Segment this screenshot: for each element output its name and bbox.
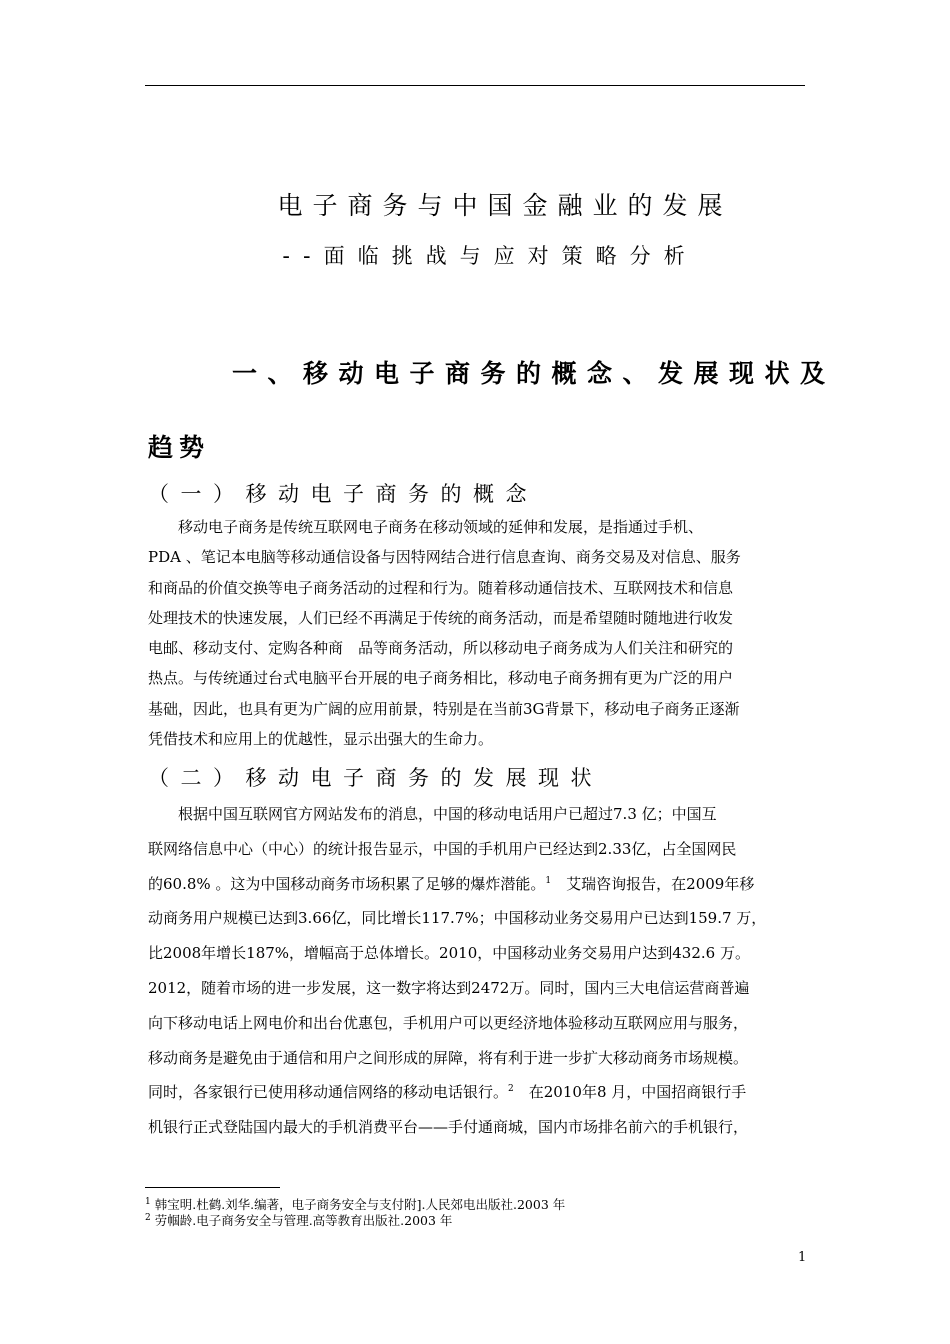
paragraph-line: 和商品的价值交换等电子商务活动的过程和行为。随着移动通信技术、互联网技术和信息 (148, 578, 734, 597)
line-text: 同时，各家银行已使用移动通信网络的移动电话银行。 (148, 1083, 509, 1102)
paragraph-line (148, 1075, 766, 1110)
footnote-ref-1[interactable]: 1 (545, 875, 552, 886)
paragraph-line: 电邮、移动支付、定购各种商 品等商务活动，所以移动电子商务成为人们关注和研究的 (148, 639, 734, 658)
line-text-tail: 在2010年8 月，中国招商银行手 (528, 1083, 747, 1102)
footnote-mark: 1 (145, 1196, 151, 1207)
paragraph-line: 2012，随着市场的进一步发展，这一数字将达到2472万。同时，国内三大电信运营商普遍 (148, 978, 750, 997)
section2-heading: （二）移动电子商务的发展现状 (148, 766, 603, 790)
footnote-mark: 2 (145, 1212, 151, 1223)
paragraph-line: 根据中国互联网官方网站发布的消息，中国的移动电话用户已超过7.3 亿；中国互 (148, 805, 717, 823)
line-text-tail: 艾瑞咨询报告，在2009年移 (566, 874, 755, 893)
paragraph-line: 移动电子商务是传统互联网电子商务在移动领域的延伸和发展，是指通过手机、 (148, 518, 704, 536)
paragraph-line: 热点。与传统通过台式电脑平台开展的电子商务相比，移动电子商务拥有更为广泛的用户 (148, 669, 734, 688)
document-title: 电子商务与中国金融业的发展 (277, 191, 733, 220)
document-subtitle: --面临挑战与应对策略分析 (282, 244, 698, 268)
paragraph-line: 移动商务是避免由于通信和用户之间形成的屏障，将有利于进一步扩大移动商务市场规模。 (148, 1048, 749, 1067)
page-number: 1 (798, 1250, 807, 1265)
line-text: 的60.8% 。这为中国移动商务市场积累了足够的爆炸潜能。 (148, 874, 546, 893)
footnote-text: 劳帼龄.电子商务安全与管理.高等教育出版社.2003 年 (154, 1213, 453, 1228)
paragraph-line: 动商务用户规模已达到3.66亿，同比增长117.7%；中国移动业务交易用户已达到159.7 万， (148, 909, 767, 928)
paragraph-line: 机银行正式登陆国内最大的手机消费平台——手付通商城，国内市场排名前六的手机银行， (148, 1118, 749, 1137)
paragraph-line (148, 867, 766, 902)
paragraph-line: PDA 、笔记本电脑等移动通信设备与因特网结合进行信息查询、商务交易及对信息、服务 (148, 548, 741, 567)
paragraph-line: 凭借技术和应用上的优越性，显示出强大的生命力。 (148, 730, 494, 749)
paragraph-line: 向下移动电话上网电价和出台优惠包，手机用户可以更经济地体验移动互联网应用与服务， (148, 1013, 749, 1032)
footnote-ref-2[interactable]: 2 (508, 1084, 514, 1095)
header-rule (145, 85, 805, 86)
chapter-heading-line1: 一、移动电子商务的概念、发展现状及 (232, 359, 836, 388)
paragraph-line: 比2008年增长187%，增幅高于总体增长。2010，中国移动业务交易用户达到432.6 万。 (148, 944, 750, 963)
chapter-heading-line2: 趋势 (148, 433, 211, 462)
paragraph-line: 处理技术的快速发展，人们已经不再满足于传统的商务活动，而是希望随时随地进行收发 (148, 608, 734, 627)
footnote-separator (145, 1187, 280, 1188)
section1-heading: （一）移动电子商务的概念 (148, 482, 538, 506)
footnote-2 (145, 1211, 452, 1229)
paragraph-line: 联网络信息中心（中心）的统计报告显示，中国的手机用户已经达到2.33亿，占全国网民 (148, 839, 737, 858)
section2-paragraph (148, 797, 766, 1145)
footnote-text: 韩宝明.杜鹤.刘华.编著，电子商务安全与支付附].人民郊电出版社.2003 年 (154, 1197, 566, 1212)
paragraph-line: 基础，因此，也具有更为广阔的应用前景，特别是在当前3G背景下，移动电子商务正逐渐 (148, 699, 740, 718)
section1-paragraph (148, 512, 741, 754)
